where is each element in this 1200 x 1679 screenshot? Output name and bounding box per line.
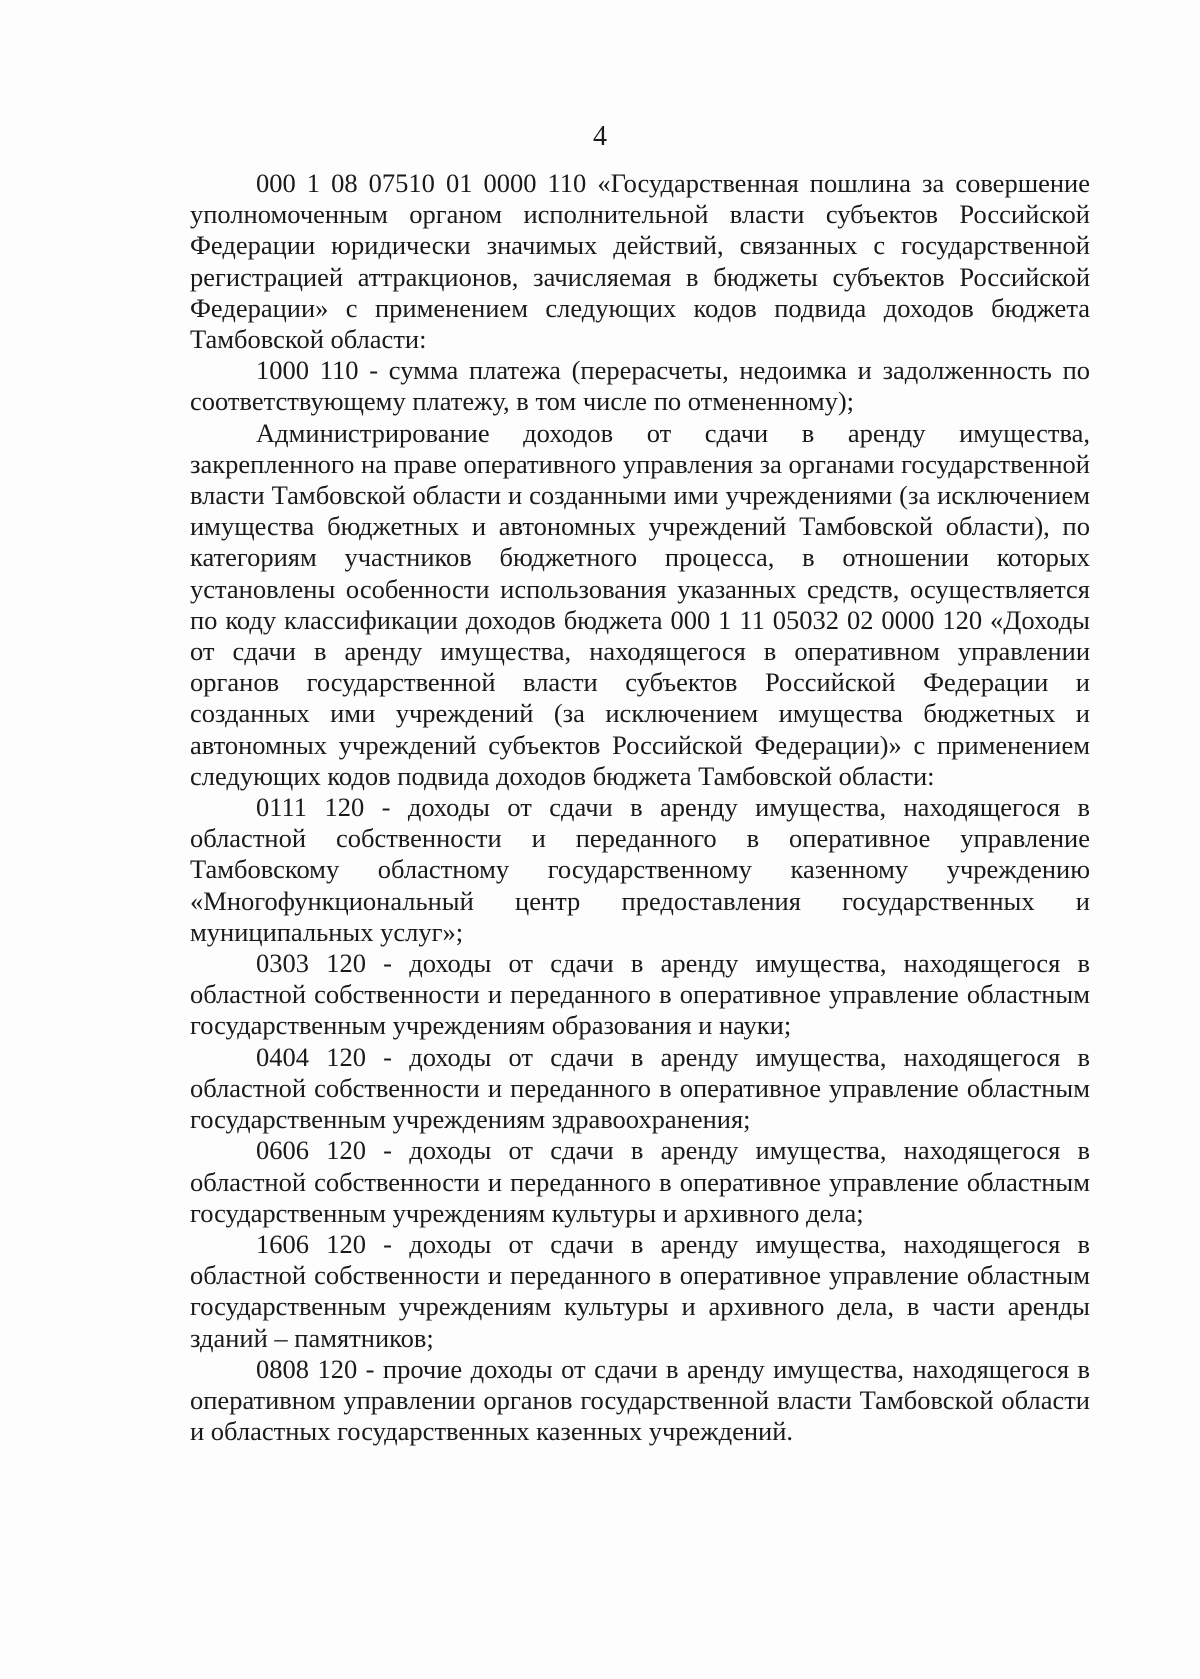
- document-body: [190, 168, 1090, 1447]
- paragraph-code-1606-120: 1606 120 - доходы от сдачи в аренду имущества, находящегося в областной собственности и переданного в оперативное управление областным государственным учреждениям культуры и архивного дела, в части аренды зданий – памятников;: [190, 1228, 1090, 1353]
- paragraph-code-0111-120: 0111 120 - доходы от сдачи в аренду имущества, находящегося в областной собственности и переданного в оперативное управление Тамбовскому областному государственному казенному учреждению «Многофункциональный центр предоставления государственных и муниципальных услуг»;: [190, 792, 1090, 947]
- paragraph-code-0303-120: 0303 120 - доходы от сдачи в аренду имущества, находящегося в областной собственности и переданного в оперативное управление областным государственным учреждениям образования и науки;: [190, 948, 1090, 1041]
- paragraph-rent-administration: Администрирование доходов от сдачи в аренду имущества, закрепленного на праве оперативного управления за органами государственной власти Тамбовской области и созданными ими учреждениями (за исключением имущества бюджетных и автономных учреждений Тамбовской области), по категориям участников бюджетного процесса, в отношении которых установлены особенности использования указанных средств, осуществляется по коду классификации доходов бюджета 000 1 11 05032 02 0000 120 «Доходы от сдачи в аренду имущества, находящегося в оперативном управлении органов государственной власти субъектов Российской Федерации и созданных ими учреждений (за исключением имущества бюджетных и автономных учреждений субъектов Российской Федерации)» с применением следующих кодов подвида доходов бюджета Тамбовской области:: [190, 417, 1090, 791]
- paragraph-state-duty-code: 000 1 08 07510 01 0000 110 «Государственная пошлина за совершение уполномоченным органом исполнительной власти субъектов Российской Федерации юридически значимых действий, связанных с государственной регистрацией аттракционов, зачисляемая в бюджеты субъектов Российской Федерации» с применением следующих кодов подвида доходов бюджета Тамбовской области:: [190, 168, 1090, 355]
- page-number: 4: [593, 121, 607, 152]
- paragraph-code-0606-120: 0606 120 - доходы от сдачи в аренду имущества, находящегося в областной собственности и переданного в оперативное управление областным государственным учреждениям культуры и архивного дела;: [190, 1135, 1090, 1228]
- paragraph-code-0808-120: 0808 120 - прочие доходы от сдачи в аренду имущества, находящегося в оперативном управлении органов государственной власти Тамбовской области и областных государственных казенных учреждений.: [190, 1353, 1090, 1447]
- paragraph-code-1000-110: 1000 110 - сумма платежа (перерасчеты, недоимка и задолженность по соответствующему платежу, в том числе по отмененному);: [190, 355, 1090, 417]
- paragraph-code-0404-120: 0404 120 - доходы от сдачи в аренду имущества, находящегося в областной собственности и переданного в оперативное управление областным государственным учреждениям здравоохранения;: [190, 1041, 1090, 1135]
